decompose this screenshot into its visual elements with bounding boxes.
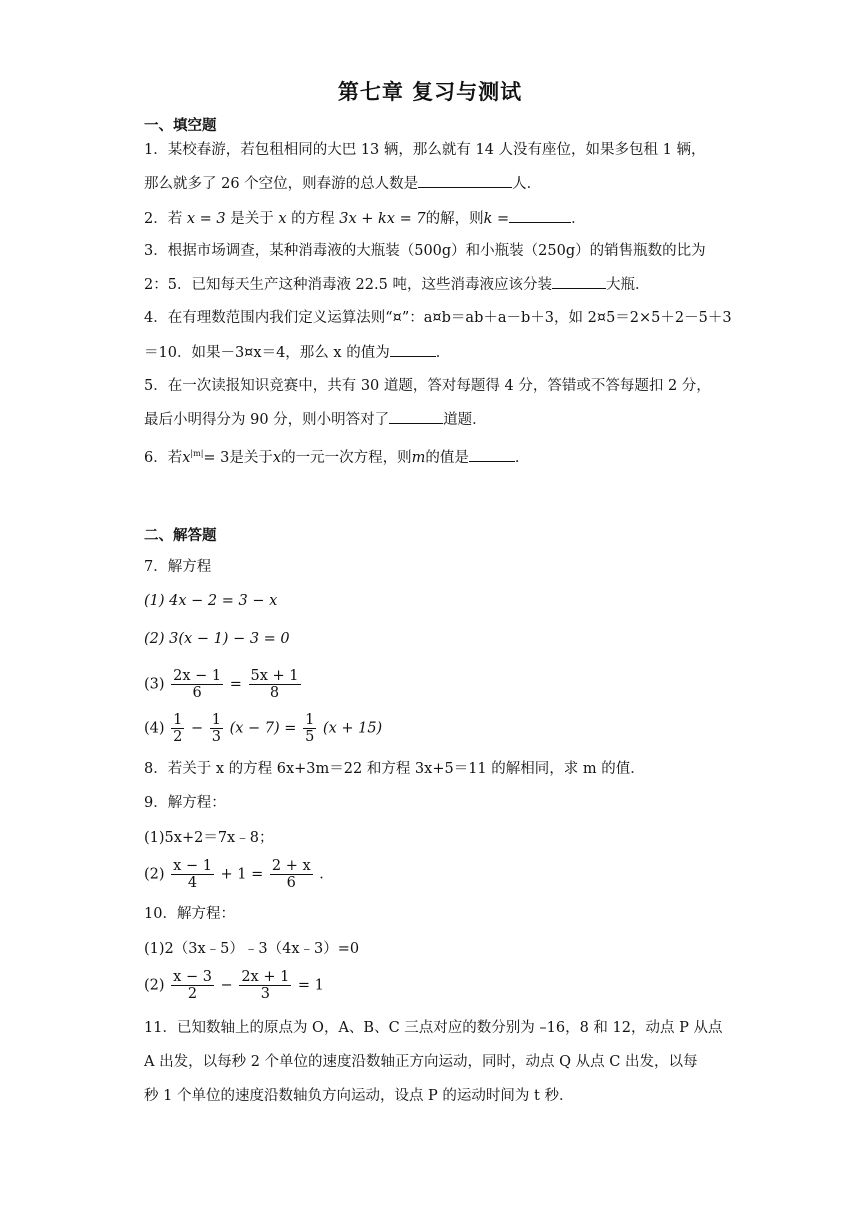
q4-line2 bbox=[144, 342, 450, 363]
q2-line bbox=[144, 208, 586, 229]
page-title: 第七章 复习与测试 bbox=[337, 80, 523, 104]
q8-line: 8．若关于 x 的方程 6x+3m＝22 和方程 3x+5＝11 的解相同，求 m 的值． bbox=[144, 761, 645, 777]
numerator: x − 1 bbox=[173, 858, 212, 874]
denominator: 4 bbox=[187, 875, 198, 891]
fraction bbox=[270, 858, 313, 891]
q11-line2: A 出发，以每秒 2 个单位的速度沿数轴正方向运动，同时，动点 Q 从点 C 出发，以每 bbox=[144, 1054, 698, 1070]
answer-blank bbox=[469, 447, 515, 462]
q7-head: 7．解方程 bbox=[144, 559, 212, 575]
q7-part4 bbox=[144, 712, 382, 745]
denominator: 6 bbox=[286, 875, 296, 891]
q6-text-d: 的值是 bbox=[425, 449, 469, 466]
q6-math-var: x bbox=[272, 449, 282, 466]
q2-math-3: k = bbox=[483, 211, 510, 227]
q2-math-2: 3x + kx = 7 bbox=[339, 211, 426, 227]
fraction bbox=[171, 858, 214, 891]
q4-text-b: ． bbox=[435, 345, 451, 361]
answer-blank bbox=[509, 208, 571, 223]
q2-text-d: 的解，则 bbox=[425, 211, 484, 227]
part-label: (3) bbox=[144, 676, 165, 693]
q7-part3 bbox=[144, 668, 303, 701]
fraction bbox=[303, 712, 316, 745]
q6-math-exponent: |m| bbox=[190, 449, 204, 458]
q6-math-m: m bbox=[411, 449, 426, 466]
q2-text-e: ． bbox=[571, 211, 586, 227]
q5-text-a: 最后小明得分为 90 分，则小明答对了 bbox=[144, 412, 390, 428]
fraction bbox=[239, 969, 291, 1002]
q2-text-c: 的方程 bbox=[291, 211, 335, 227]
answer-blank bbox=[552, 274, 606, 289]
part-label: (4) bbox=[144, 720, 165, 737]
q6-line bbox=[144, 444, 529, 468]
fraction bbox=[171, 969, 214, 1002]
q9-head: 9．解方程： bbox=[144, 795, 226, 811]
numerator: 1 bbox=[305, 712, 315, 728]
q10-part1: (1)2（3x﹣5）﹣3（4x﹣3）=0 bbox=[144, 941, 360, 957]
q6-text-c: 的一元一次方程，则 bbox=[281, 449, 412, 466]
denominator: 3 bbox=[211, 729, 221, 745]
q3-line1: 3．根据市场调查，某种消毒液的大瓶装（500g）和小瓶装（250g）的销售瓶数的比为 bbox=[144, 243, 706, 259]
numerator: x − 3 bbox=[173, 969, 212, 985]
q9-part1: (1)5x+2＝7x﹣8； bbox=[144, 830, 274, 846]
denominator: 6 bbox=[192, 685, 202, 701]
q1-text-a: 那么就多了 26 个空位，则春游的总人数是 bbox=[144, 176, 419, 192]
part-label: (2) bbox=[144, 866, 165, 883]
period: ． bbox=[319, 866, 334, 883]
q6-math-eq: = 3 bbox=[203, 449, 230, 466]
q1-text-b: 人． bbox=[512, 176, 542, 192]
q2-math-1: x = 3 bbox=[186, 211, 226, 227]
answer-blank bbox=[390, 342, 436, 357]
numerator: 1 bbox=[173, 712, 183, 728]
q6-math-base: x bbox=[182, 449, 191, 466]
minus-sign: − bbox=[220, 977, 233, 994]
q3-text-b: 大瓶． bbox=[605, 277, 650, 293]
q7-part4-term: (x + 15) bbox=[322, 720, 383, 737]
q10-head: 10．解方程： bbox=[144, 906, 235, 922]
fraction bbox=[171, 668, 223, 701]
operator: + 1 = bbox=[220, 866, 264, 883]
q2-math-var: x bbox=[278, 211, 287, 227]
denominator: 2 bbox=[173, 729, 183, 745]
q3-line2 bbox=[144, 274, 649, 295]
q6-text-e: ． bbox=[514, 449, 530, 466]
q5-line1: 5．在一次读报知识竞赛中，共有 30 道题，答对每题得 4 分，答错或不答每题扣 2 分， bbox=[144, 378, 711, 394]
equals-sign: = bbox=[229, 676, 242, 693]
q7-part2-math: (2) 3(x − 1) − 3 = 0 bbox=[144, 631, 290, 647]
q4-line1: 4．在有理数范围内我们定义运算法则“¤”：a¤b＝ab＋a－b＋3，如 2¤5＝2×5＋2－5＋3 bbox=[144, 310, 732, 326]
q2-text-a: 2．若 bbox=[144, 211, 183, 227]
answer-blank bbox=[418, 173, 512, 188]
q7-part1-math: (1) 4x − 2 = 3 − x bbox=[144, 593, 278, 609]
part-label: (2) bbox=[144, 977, 165, 994]
q2-text-b: 是关于 bbox=[230, 211, 274, 227]
numerator: 2x + 1 bbox=[241, 969, 290, 985]
q11-line3: 秒 1 个单位的速度沿数轴负方向运动，设点 P 的运动时间为 t 秒． bbox=[144, 1088, 574, 1104]
q9-part2 bbox=[144, 858, 334, 891]
denominator: 2 bbox=[187, 986, 198, 1002]
q11-line1: 11．已知数轴上的原点为 O，A、B、C 三点对应的数分别为 –16，8 和 12，动点 P 从点 bbox=[144, 1020, 723, 1036]
section-heading-fill-blank: 一、填空题 bbox=[144, 118, 217, 134]
q5-text-b: 道题． bbox=[443, 412, 487, 428]
q5-line2 bbox=[144, 409, 487, 430]
numerator: 5x + 1 bbox=[250, 668, 299, 684]
q3-text-a: 2：5．已知每天生产这种消毒液 22.5 吨，这些消毒液应该分装 bbox=[144, 277, 552, 293]
q10-part2 bbox=[144, 969, 324, 1002]
section-heading-solve: 二、解答题 bbox=[144, 528, 217, 544]
fraction bbox=[210, 712, 223, 745]
denominator: 8 bbox=[269, 685, 280, 701]
q6-text-b: 是关于 bbox=[229, 449, 273, 466]
answer-blank bbox=[389, 409, 443, 424]
numerator: 2x − 1 bbox=[173, 668, 222, 684]
q7-part4-term: (x − 7) = bbox=[229, 720, 297, 737]
numerator: 1 bbox=[211, 712, 221, 728]
q4-text-a: ＝10．如果－3¤x＝4，那么 x 的值为 bbox=[144, 345, 390, 361]
fraction bbox=[171, 712, 184, 745]
denominator: 3 bbox=[260, 986, 270, 1002]
minus-sign: − bbox=[191, 720, 204, 737]
q7-part2 bbox=[144, 629, 290, 649]
numerator: 2 + x bbox=[271, 858, 311, 874]
q1-line1: 1．某校春游，若包租相同的大巴 13 辆，那么就有 14 人没有座位，如果多包租 1 辆， bbox=[144, 142, 706, 158]
q7-part1 bbox=[144, 591, 277, 611]
fraction bbox=[249, 668, 301, 701]
equals-one: = 1 bbox=[297, 977, 324, 994]
q6-text-a: 6．若 bbox=[144, 449, 183, 466]
q1-line2 bbox=[144, 173, 541, 194]
denominator: 5 bbox=[305, 729, 315, 745]
